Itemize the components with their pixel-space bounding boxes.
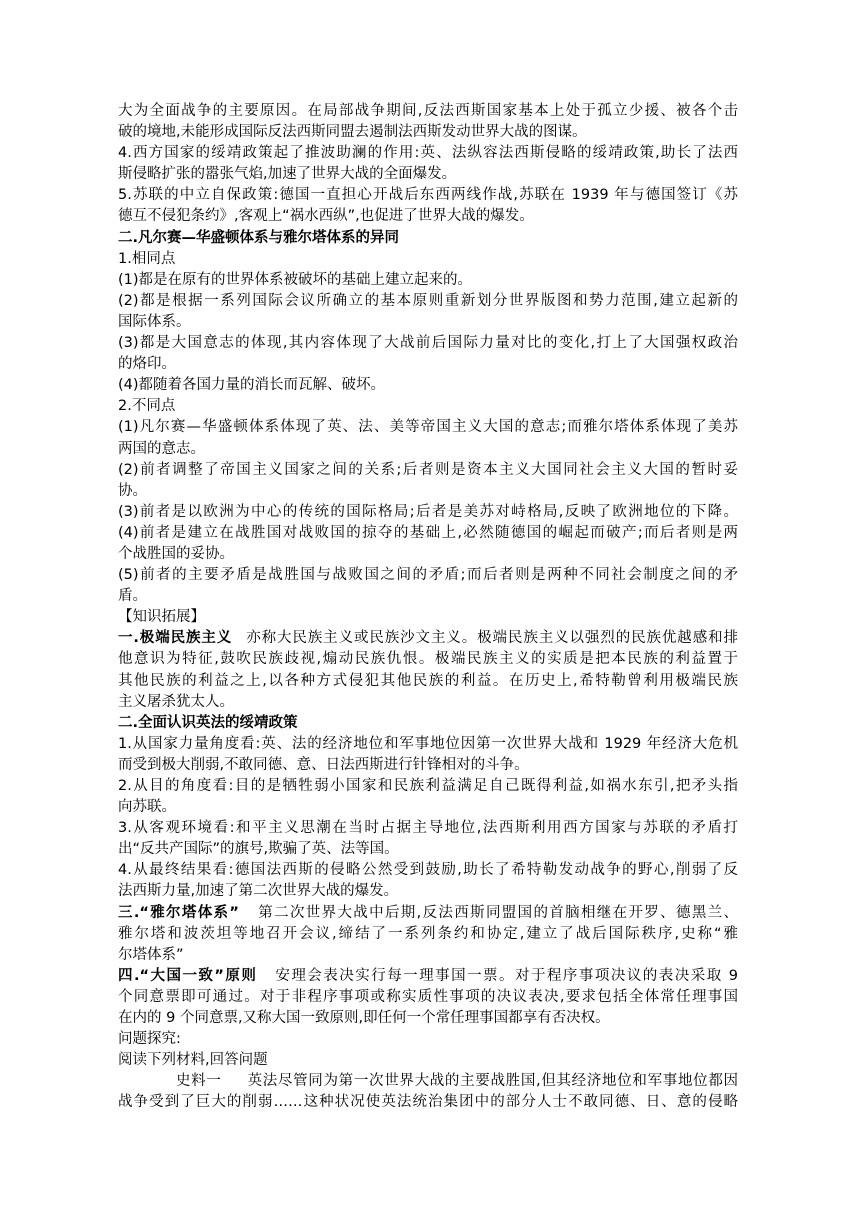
- list-item: 4.从最终结果看:德国法西斯的侵略公然受到鼓励,助长了希特勒发动战争的野心,削弱了反: [118, 862, 738, 879]
- source-label: 史料一: [176, 1073, 222, 1090]
- subheading: 2.不同点: [118, 398, 176, 415]
- question-instruction: 阅读下列材料,回答问题: [118, 1052, 268, 1069]
- question-heading: 问题探究:: [118, 1031, 181, 1048]
- paragraph-line: 5.苏联的中立自保政策:德国一直担心开战后东西两线作战,苏联在 1939 年与德国签订《苏: [118, 187, 738, 204]
- section-heading: 二.全面认识英法的绥靖政策: [118, 714, 298, 731]
- list-item: (1)都是在原有的世界体系被破坏的基础上建立起来的。: [118, 271, 473, 288]
- list-item: (3)前者是以欧洲为中心的传统的国际格局;后者是美苏对峙格局,反映了欧洲地位的下降。: [118, 503, 738, 520]
- term-definition: 安理会表决实行每一理事国一票。对于程序事项决议的表决采取 9: [275, 967, 738, 984]
- list-item: (4)前者是建立在战胜国对战败国的掠夺的基础上,必然随德国的崛起而破产;而后者则是两: [118, 524, 738, 541]
- paragraph-line: [118, 903, 738, 924]
- paragraph-line: 个战胜国的妥协。: [118, 545, 234, 562]
- source-text: 英法尽管同为第一次世界大战的主要战胜国,但其经济地位和军事地位都因: [247, 1073, 738, 1090]
- paragraph-line: [118, 966, 738, 987]
- paragraph-line: 大为全面战争的主要原因。在局部战争期间,反法西斯国家基本上处于孤立少援、被各个击: [118, 103, 738, 119]
- paragraph-line: [118, 628, 738, 649]
- paragraph-line: 主义屠杀犹太人。: [118, 693, 234, 710]
- list-item: (2)都是根据一系列国际会议所确立的基本原则重新划分世界版图和势力范围,建立起新的: [118, 292, 738, 309]
- source-material-line: 战争受到了巨大的削弱……这种状况使英法统治集团中的部分人士不敢同德、日、意的侵略: [118, 1094, 738, 1111]
- document-body: [118, 101, 738, 1114]
- paragraph-line: 在内的 9 个同意票,又称大国一致原则,即任何一个常任理事国都享有否决权。: [118, 1010, 610, 1027]
- source-material-line: [118, 1071, 738, 1092]
- paragraph-line: 的烙印。: [118, 356, 176, 373]
- paragraph-line: 尔塔体系”: [118, 946, 184, 963]
- term-heading: 四.“大国一致”原则: [118, 967, 258, 984]
- list-item: (5)前者的主要矛盾是战胜国与战败国之间的矛盾;而后者则是两种不同社会制度之间的矛: [118, 567, 738, 584]
- list-item: (4)都随着各国力量的消长而瓦解、破坏。: [118, 377, 386, 394]
- term-heading: 三.“雅尔塔体系”: [118, 904, 239, 921]
- paragraph-line: 国际体系。: [118, 313, 191, 330]
- list-item: 1.从国家力量角度看:英、法的经济地位和军事地位因第一次世界大战和 1929 年经济大危机: [118, 735, 738, 752]
- paragraph-line: 而受到极大削弱,不敢同德、意、日法西斯进行针锋相对的斗争。: [118, 756, 529, 773]
- term-definition: 第二次世界大战中后期,反法西斯同盟国的首脑相继在开罗、德黑兰、: [256, 904, 738, 921]
- paragraph-line: 协。: [118, 482, 147, 499]
- paragraph-line: 斯侵略扩张的嚣张气焰,加速了世界大战的全面爆发。: [118, 166, 457, 183]
- section-heading: 二.凡尔赛—华盛顿体系与雅尔塔体系的异同: [118, 229, 400, 246]
- paragraph-line: 向苏联。: [118, 799, 176, 816]
- list-item: (1)凡尔赛—华盛顿体系体现了英、法、美等帝国主义大国的意志;而雅尔塔体系体现了美苏: [118, 419, 738, 436]
- paragraph-line: 破的境地,未能形成国际反法西斯同盟去遏制法西斯发动世界大战的图谋。: [118, 124, 587, 141]
- paragraph-line: 其他民族的利益之上,以各种方式侵犯其他民族的利益。在历史上,希特勒曾利用极端民族: [118, 672, 738, 689]
- subheading: 1.相同点: [118, 250, 176, 267]
- list-item: 3.从客观环境看:和平主义思潮在当时占据主导地位,法西斯利用西方国家与苏联的矛盾打: [118, 820, 738, 837]
- term-heading: 一.极端民族主义: [118, 630, 233, 647]
- section-heading: 【知识拓展】: [118, 609, 205, 626]
- list-item: (2)前者调整了帝国主义国家之间的关系;后者则是资本主义大国同社会主义大国的暂时妥: [118, 461, 738, 478]
- paragraph-line: 个同意票即可通过。对于非程序事项或称实质性事项的决议表决,要求包括全体常任理事国: [118, 988, 738, 1005]
- paragraph-line: 法西斯力量,加速了第二次世界大战的爆发。: [118, 883, 399, 900]
- term-definition: 亦称大民族主义或民族沙文主义。极端民族主义以强烈的民族优越感和排: [246, 630, 738, 647]
- paragraph-line: 雅尔塔和波茨坦等地召开会议,缔结了一系列条约和协定,建立了战后国际秩序,史称“雅: [118, 925, 738, 942]
- paragraph-line: 两国的意志。: [118, 440, 205, 457]
- list-item: 2.从目的角度看:目的是牺牲弱小国家和民族利益满足自己既得利益,如祸水东引,把矛头指: [118, 778, 738, 794]
- paragraph-line: 4.西方国家的绥靖政策起了推波助澜的作用:英、法纵容法西斯侵略的绥靖政策,助长了法西: [118, 145, 738, 162]
- paragraph-line: 出“反共产国际”的旗号,欺骗了英、法等国。: [118, 841, 399, 858]
- paragraph-line: 盾。: [118, 588, 147, 605]
- paragraph-line: 他意识为特征,鼓吹民族歧视,煽动民族仇恨。极端民族主义的实质是把本民族的利益置于: [118, 651, 738, 668]
- list-item: (3)都是大国意志的体现,其内容体现了大战前后国际力量对比的变化,打上了大国强权政治: [118, 335, 738, 352]
- paragraph-line: 德互不侵犯条约》,客观上“祸水西纵”,也促进了世界大战的爆发。: [118, 208, 534, 225]
